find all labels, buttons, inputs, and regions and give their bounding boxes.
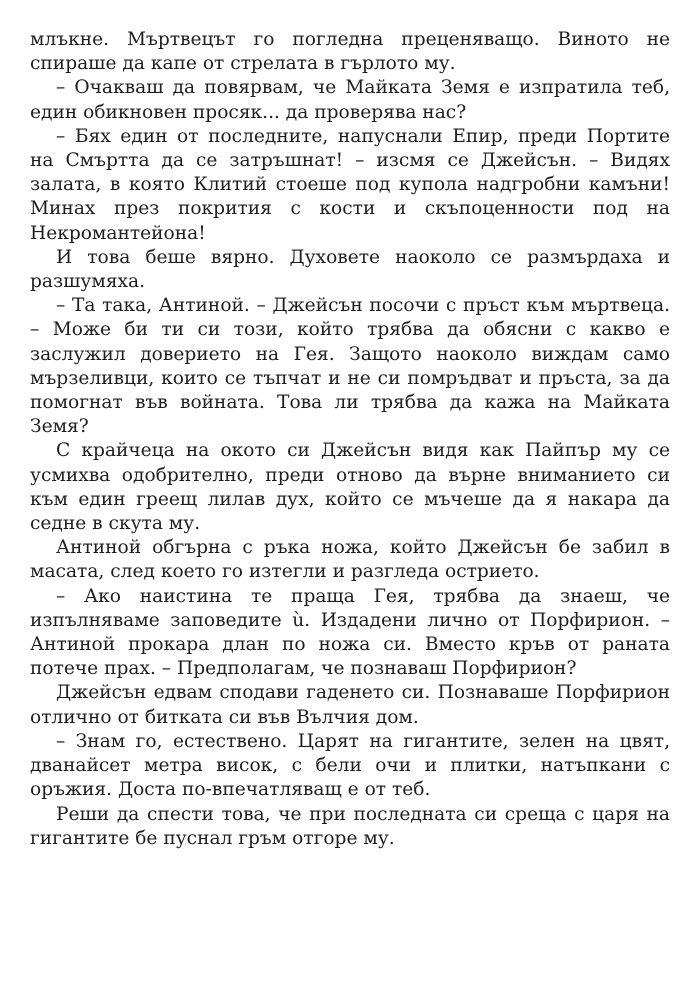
- paragraph-4: И това беше вярно. Духовете наоколо се размърдаха и разшумяха.: [30, 246, 670, 293]
- paragraph-9: Джейсън едвам сподави гаденето си. Познаваше Порфирион отлично от битката си във Вълчия дом.: [30, 682, 670, 728]
- paragraph-10: – Знам го, естествено. Царят на гигантите, зелен на цвят, дванайсет метра висок, с бели очи и плитки, натъпкани с оръжия. Доста по-впечатляващ е от теб.: [30, 730, 670, 801]
- paragraph-1: млъкне. Мъртвецът го погледна преценяващо. Виното не спираше да капе от стрелата в гърлото му.: [30, 29, 670, 75]
- book-page: [30, 28, 670, 962]
- paragraph-3: – Бях един от последните, напуснали Епир, преди Портите на Смъртта да се затръшнат! – изсмя се Джейсън. – Видях залата, в която Клитий стоеше под купола надгробни камъни! Минах през покрития с кости и скъпоценности под на Некромантейона!: [30, 125, 670, 244]
- paragraph-7: Антиной обгърна с ръка ножа, който Джейсън бе забил в масата, след което го изтегли и разгледа острието.: [30, 537, 670, 583]
- paragraph-2: – Очакваш да повярвам, че Майката Земя е изпратила теб, един обикновен просяк... да проверява нас?: [30, 77, 670, 123]
- paragraph-6: С крайчеца на окото си Джейсън видя как Пайпър му се усмихва одобрително, преди отново да върне вниманието си към един греещ лилав дух, който се мъчеше да я накара да седне в скута му.: [30, 440, 670, 535]
- paragraph-5: – Та така, Антиной. – Джейсън посочи с пръст към мъртвеца. – Може би ти си този, който трябва да обясни с какво е заслужил доверието на Гея. Защото наоколо виждам само мързеливци, които се тъпчат и не си помръдват и пръста, за да помогнат във войната. Това ли трябва да кажа на Майката Земя?: [30, 295, 670, 438]
- paragraph-8: – Ако наистина те праща Гея, трябва да знаеш, че изпълняваме заповедите ù. Издадени лично от Порфирион. – Антиной прокара длан по ножа си. Вместо кръв от раната потече прах. – Предполагам, че познаваш Порфирион?: [30, 585, 670, 680]
- paragraph-11: Реши да спести това, че при последната си среща с царя на гигантите бе пуснал гръм отгоре му.: [30, 803, 670, 849]
